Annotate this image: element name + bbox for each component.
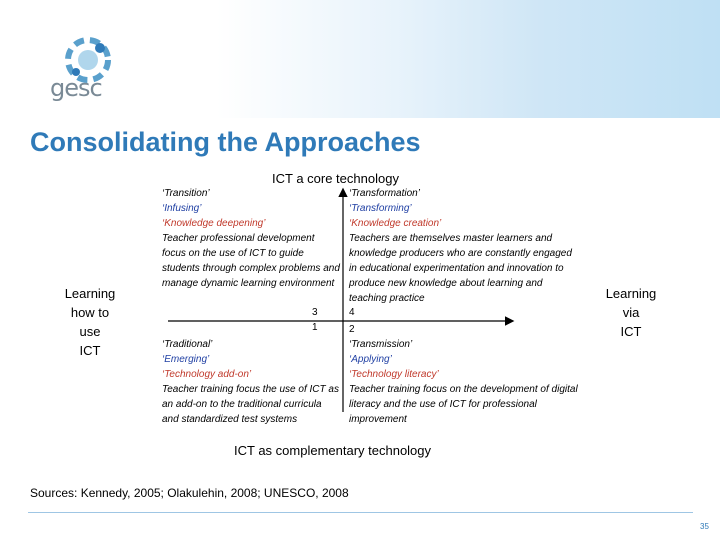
quadrant-1	[162, 337, 340, 427]
quadrant-2	[349, 322, 581, 427]
quadrant-4	[349, 186, 581, 306]
quadrant-3-approach: ‘Infusing’	[162, 203, 202, 214]
logo-text: gesc	[50, 74, 102, 102]
quadrant-2-number: 2	[349, 324, 355, 335]
quadrant-4-stage: ‘Knowledge creation’	[349, 218, 442, 229]
quadrant-1-stage: ‘Technology add-on’	[162, 369, 252, 380]
axis-left-label	[54, 284, 126, 360]
quadrant-2-approach: ‘Applying’	[349, 354, 392, 365]
axis-right-line: via	[622, 305, 640, 320]
axis-left-line: use	[79, 324, 101, 339]
quadrant-3-stage: ‘Knowledge deepening’	[162, 218, 266, 229]
quadrant-3-label: ‘Transition’	[162, 188, 210, 199]
axis-left-line: ICT	[79, 343, 101, 358]
quadrant-1-label: ‘Traditional’	[162, 339, 213, 350]
axis-right-label	[598, 284, 664, 341]
axis-top-label: ICT a core technology	[272, 171, 399, 186]
sources-citation: Sources: Kennedy, 2005; Olakulehin, 2008; UNESCO, 2008	[30, 486, 349, 500]
quadrant-2-label: ‘Transmission’	[349, 339, 413, 350]
quadrant-1-description: Teacher training focus the use of ICT as an add-on to the traditional curricula and standardized test systems	[162, 384, 339, 425]
quadrant-3-description: Teacher professional development focus on the use of ICT to guide students through complex problems and manage dynamic learning environment	[162, 233, 340, 289]
axis-left-line: how to	[70, 305, 110, 320]
quadrant-1-number: 1	[312, 322, 318, 333]
quadrant-4-approach: ‘Transforming’	[349, 203, 412, 214]
quadrant-4-number: 4	[349, 307, 355, 318]
quadrant-3	[162, 186, 340, 291]
axis-right-line: Learning	[605, 286, 657, 301]
quadrant-2-stage: ‘Technology literacy’	[349, 369, 439, 380]
quadrant-4-description: Teachers are themselves master learners and knowledge producers who are constantly engaged in educational experimentation and innovation to produce new knowledge about learning and teaching practice	[349, 233, 572, 304]
axis-left-line: Learning	[64, 286, 116, 301]
quadrant-4-label: ‘Transformation’	[349, 188, 420, 199]
page-title: Consolidating the Approaches	[30, 127, 421, 157]
axis-right-line: ICT	[620, 324, 642, 339]
page-number: 35	[700, 522, 709, 531]
quadrant-3-number: 3	[312, 307, 318, 318]
quadrant-1-approach: ‘Emerging’	[162, 354, 210, 365]
quadrant-2-description: Teacher training focus on the development of digital literacy and the use of ICT for professional improvement	[349, 384, 578, 425]
footer-divider	[28, 512, 693, 513]
axis-bottom-label: ICT as complementary technology	[234, 443, 432, 458]
